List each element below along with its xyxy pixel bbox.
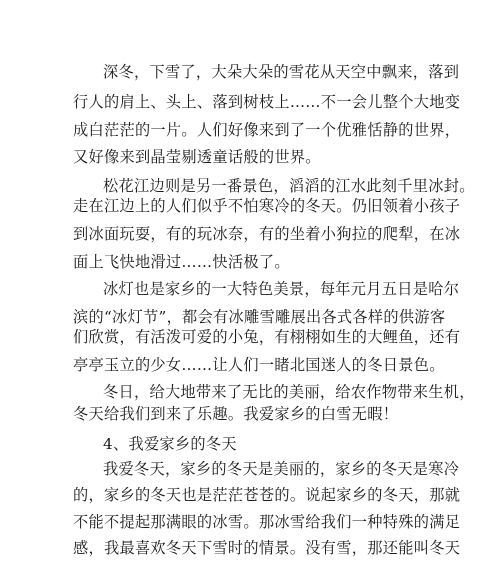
paragraph-line: 松花江边则是另一番景色，滔滔的江水此刻千里冰封。: [103, 177, 475, 195]
paragraph-line: 深冬，下雪了，大朵大朵的雪花从天空中飘来，落到: [103, 63, 460, 81]
paragraph-line: 冬日，给大地带来了无比的美丽，给农作物带来生机，: [103, 383, 475, 401]
paragraph-line: 亭亭玉立的少女……让人们一睹北国迷人的冬日景色。: [73, 356, 445, 374]
section-heading: 4、我爱家乡的冬天: [103, 435, 237, 453]
paragraph-line: 行人的肩上、头上、落到树枝上……不一会儿整个大地变: [73, 93, 461, 111]
paragraph-line: 不能不提起那满眼的冰雪。那冰雪给我们一种特殊的满足: [73, 513, 461, 531]
paragraph-line: 到冰面玩耍，有的玩冰奈，有的坐着小狗拉的爬犁，在冰: [73, 225, 461, 243]
paragraph-line: 滨的“冰灯节”，都会有冰雕雪雕展出各式各样的供游客: [73, 308, 446, 326]
paragraph-line: 们欣赏，有活泼可爱的小兔，有栩栩如生的大鲤鱼，还有: [73, 328, 461, 346]
paragraph-line: 成白茫茫的一片。人们好像来到了一个优雅恬静的世界，: [73, 121, 461, 139]
paragraph-line: 我爱冬天，家乡的冬天是美丽的，家乡的冬天是寒冷: [103, 460, 460, 478]
paragraph-line: 冰灯也是家乡的一大特色美景，每年元月五日是哈尔: [103, 280, 460, 298]
paragraph-line: 又好像来到晶莹剔透童话般的世界。: [73, 148, 321, 166]
paragraph-line: 冬天给我们到来了乐趣。我爱家乡的白雪无暇！: [73, 405, 399, 423]
paragraph-line: 的，家乡的冬天也是茫茫苍苍的。说起家乡的冬天，那就: [73, 486, 461, 504]
paragraph-line: 感，我最喜欢冬天下雪时的情景。没有雪，那还能叫冬天: [73, 539, 461, 557]
paragraph-line: 走在江边上的人们似乎不怕寒冷的冬天。仍旧领着小孩子: [73, 197, 461, 215]
paragraph-line: 面上飞快地滑过……快活极了。: [73, 253, 290, 271]
